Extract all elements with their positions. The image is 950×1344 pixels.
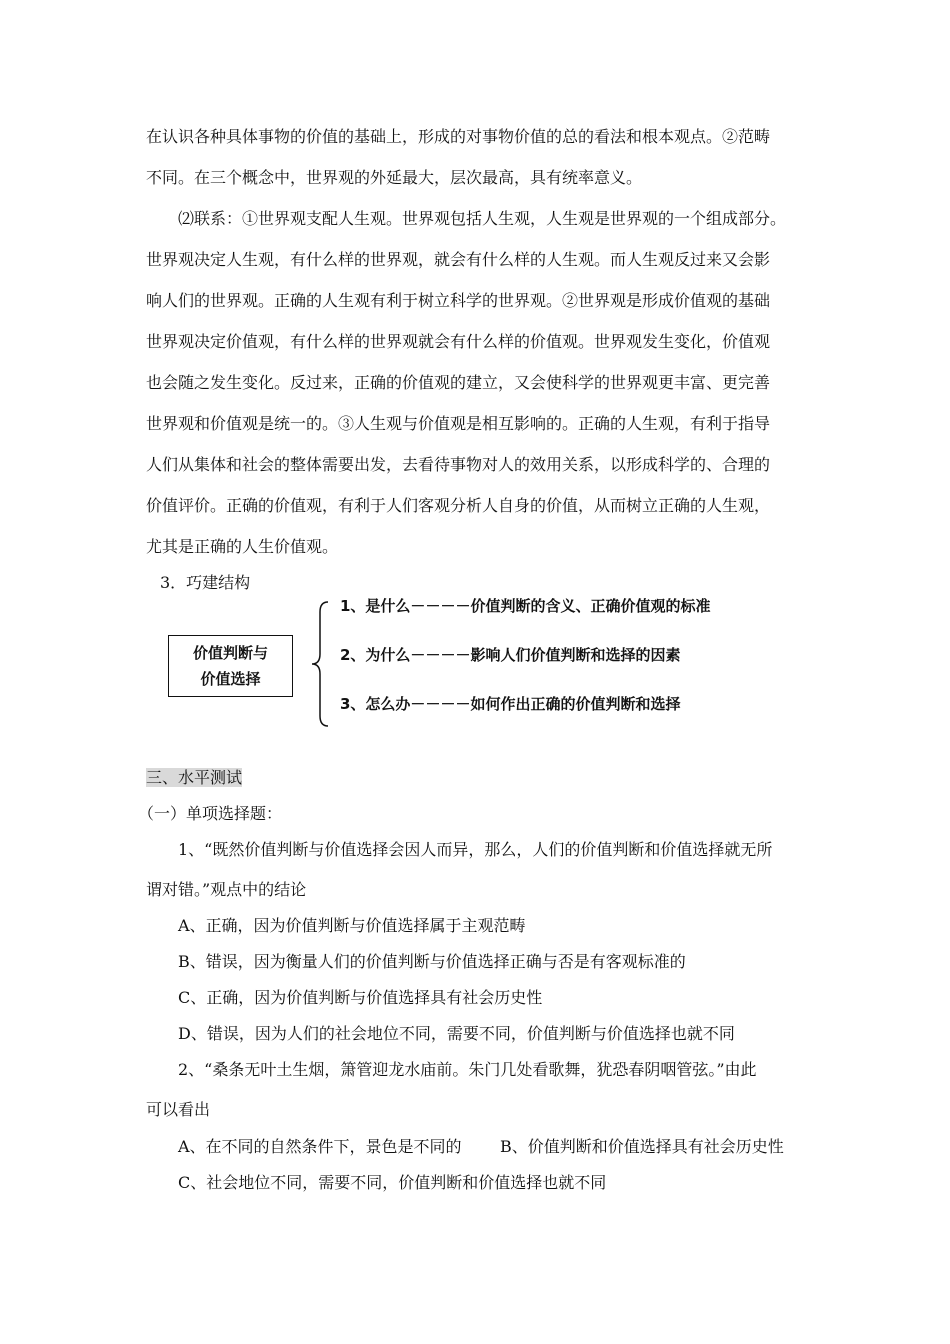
- paragraph-line: 世界观决定人生观，有什么样的世界观，就会有什么样的人生观。而人生观反过来又会影: [146, 250, 771, 269]
- structure-item: 3、怎么办－－－－如何作出正确的价值判断和选择: [340, 695, 681, 713]
- question-2: 2、“桑条无叶土生烟，箫管迎龙水庙前。朱门几处看歌舞，犹恐春阴咽管弦。”由此: [178, 1060, 757, 1079]
- test-heading: [146, 768, 242, 788]
- structure-box: [168, 635, 293, 697]
- curly-brace-icon: [308, 600, 332, 728]
- option-a: A、正确，因为价值判断与价值选择属于主观范畴: [178, 916, 526, 935]
- question-1-cont: 谓对错。”观点中的结论: [146, 880, 307, 899]
- structure-box-line: 价值判断与: [192, 644, 268, 662]
- paragraph-line: 世界观和价值观是统一的。③人生观与价值观是相互影响的。正确的人生观，有利于指导: [146, 414, 771, 433]
- option-b: B、错误，因为衡量人们的价值判断与价值选择正确与否是有客观标准的: [178, 952, 686, 971]
- question-2-cont: 可以看出: [146, 1100, 211, 1119]
- paragraph-line: 世界观决定价值观，有什么样的世界观就会有什么样的价值观。世界观发生变化，价值观: [146, 332, 771, 351]
- paragraph-line: 响人们的世界观。正确的人生观有利于树立科学的世界观。②世界观是形成价值观的基础: [146, 291, 771, 310]
- paragraph-line: ⑵联系：①世界观支配人生观。世界观包括人生观，人生观是世界观的一个组成部分。: [178, 209, 787, 228]
- question-1: 1、“既然价值判断与价值选择会因人而异，那么，人们的价值判断和价值选择就无所: [178, 840, 773, 859]
- paragraph-line: 也会随之发生变化。反过来，正确的价值观的建立，又会使科学的世界观更丰富、更完善: [146, 373, 771, 392]
- paragraph-line: 人们从集体和社会的整体需要出发，去看待事物对人的效用关系，以形成科学的、合理的: [146, 455, 771, 474]
- section-title: 3．巧建结构: [160, 573, 251, 592]
- test-heading-text: 三、水平测试: [146, 768, 243, 787]
- option-a: A、在不同的自然条件下，景色是不同的: [178, 1137, 462, 1156]
- structure-item: 1、是什么－－－－价值判断的含义、正确价值观的标准: [340, 597, 711, 615]
- structure-box-line: 价值选择: [200, 670, 261, 688]
- option-b: B、价值判断和价值选择具有社会历史性: [500, 1137, 784, 1156]
- paragraph-line: 在认识各种具体事物的价值的基础上，形成的对事物价值的总的看法和根本观点。②范畴: [146, 127, 771, 146]
- paragraph-line: 价值评价。正确的价值观，有利于人们客观分析人自身的价值，从而树立正确的人生观，: [146, 496, 771, 515]
- paragraph-line: 尤其是正确的人生价值观。: [146, 537, 339, 556]
- option-d: D、错误，因为人们的社会地位不同，需要不同，价值判断与价值选择也就不同: [178, 1024, 735, 1043]
- paragraph-line: 不同。在三个概念中，世界观的外延最大，层次最高，具有统率意义。: [146, 168, 643, 187]
- subheading: （一）单项选择题：: [138, 804, 283, 823]
- structure-item: 2、为什么－－－－影响人们价值判断和选择的因素: [340, 646, 681, 664]
- option-c: C、正确，因为价值判断与价值选择具有社会历史性: [178, 988, 543, 1007]
- option-c: C、社会地位不同，需要不同，价值判断和价值选择也就不同: [178, 1173, 607, 1192]
